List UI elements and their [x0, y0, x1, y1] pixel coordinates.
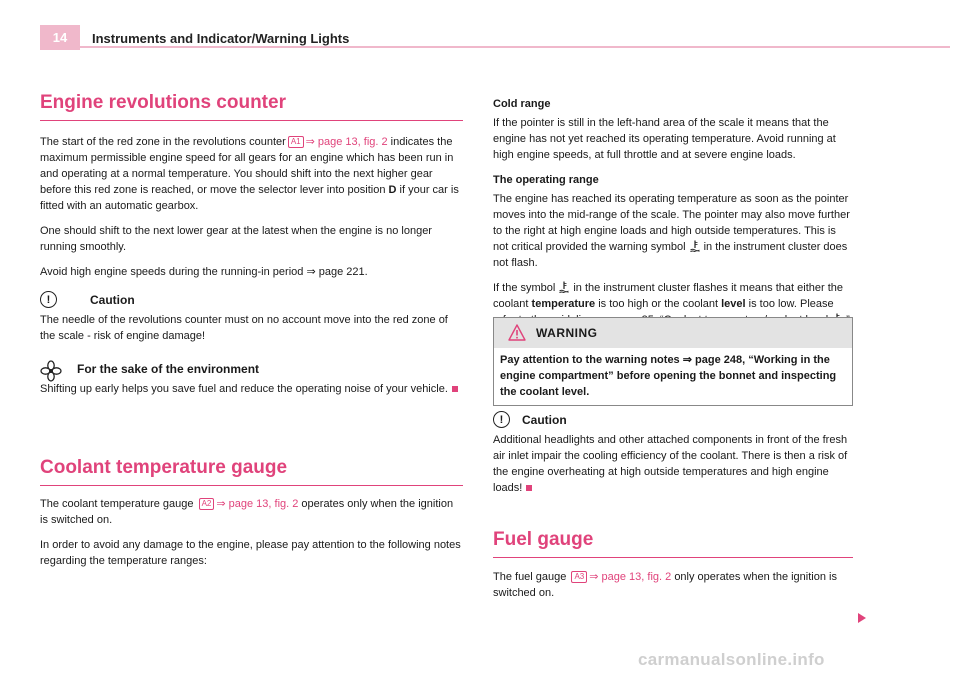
caution-icon: !: [493, 411, 510, 428]
end-marker: [452, 386, 458, 392]
paragraph: The fuel gauge A3 ⇒ page 13, fig. 2 only operates when the ignition is switched on.: [493, 571, 837, 599]
ref-marker-a1[interactable]: A1: [288, 136, 304, 148]
heading-rev-counter: Engine revolutions counter: [40, 92, 286, 113]
ref-marker-a3[interactable]: A3: [571, 571, 587, 583]
warning-title: WARNING: [536, 326, 598, 340]
paragraph: One should shift to the next lower gear at the latest when the engine is no longer running smoothly.: [40, 225, 432, 253]
coolant-body: [40, 496, 463, 569]
page-link[interactable]: ⇒ page 13, fig. 2: [305, 136, 388, 148]
page-link[interactable]: ⇒ page 13, fig. 2: [216, 498, 299, 510]
section-rev-counter: [40, 92, 463, 121]
caution-title: Caution: [90, 293, 135, 307]
running-title: Instruments and Indicator/Warning Lights: [92, 31, 350, 46]
end-marker: [526, 485, 532, 491]
section-coolant: [40, 457, 463, 486]
flower-icon: [40, 360, 62, 382]
paragraph: The coolant temperature gauge A2 ⇒ page 13, fig. 2 operates only when the ignition is switched on.: [40, 498, 454, 526]
cold-range-title: Cold range: [493, 98, 551, 110]
warning-triangle-icon: [508, 324, 526, 341]
operating-range-title: The operating range: [493, 174, 599, 186]
caution-text: Additional headlights and other attached components in front of the fresh air inlet impair the cooling efficiency of the coolant. There is then a risk of the engine overheating at high outside temperatures and high engine loads!: [493, 434, 848, 494]
cold-range-text: If the pointer is still in the left-hand area of the scale it means that the engine has not yet reached its operating temperature. Avoid running at high engine speeds, at full throttle and at severe engine loads.: [493, 117, 836, 161]
ref-marker-a2[interactable]: A2: [199, 498, 215, 510]
heading-rule: [493, 557, 853, 558]
caution-title: Caution: [522, 413, 567, 427]
fuel-body: [493, 569, 853, 601]
heading-fuel: Fuel gauge: [493, 529, 594, 550]
coolant-temp-icon: [559, 281, 569, 293]
caution-text: The needle of the revolutions counter must on no account move into the red zone of the scale - risk of engine damage!: [40, 314, 448, 342]
heading-rule: [40, 120, 463, 121]
environment-note: [40, 362, 463, 397]
section-fuel: [493, 529, 853, 558]
caution-note-left: [40, 293, 463, 344]
heading-rule: [40, 485, 463, 486]
paragraph: In order to avoid any damage to the engine, please pay attention to the following notes regarding the temperature ranges:: [40, 539, 461, 567]
warning-box: [493, 317, 853, 406]
environment-title: For the sake of the environment: [77, 362, 260, 376]
watermark: carmanualsonline.info: [638, 650, 825, 669]
page-link[interactable]: ⇒ page 13, fig. 2: [589, 571, 672, 583]
environment-text: Shifting up early helps you save fuel and reduce the operating noise of your vehicle.: [40, 381, 463, 397]
right-text-block: [493, 96, 853, 328]
flash-text: If the symbol in the instrument cluster flashes it means that either the coolant temperature is too high or the coolant level is too low. Please: [493, 280, 853, 328]
page-number: 14: [40, 25, 80, 50]
operating-range-text: The engine has reached its operating temperature as soon as the pointer moves into the mid-range of the scale. The pointer may also move further to the right at high engine loads and high outside temperatures. This is not critical provided the warning symbol in the instrument cluster does not flash.: [493, 193, 850, 269]
coolant-temp-icon: [690, 240, 700, 252]
header-rule: [40, 46, 950, 48]
next-page-arrow-icon[interactable]: [858, 613, 866, 623]
heading-coolant: Coolant temperature gauge: [40, 457, 288, 478]
warning-text: Pay attention to the warning notes ⇒ page 248, “Working in the engine compartment” before opening the bonnet and inspecting the coolant level.: [500, 354, 837, 398]
paragraph: Avoid high engine speeds during the running-in period ⇒ page 221.: [40, 266, 368, 278]
rev-counter-body: [40, 134, 463, 280]
caution-note-right: [493, 413, 853, 496]
caution-icon: !: [40, 291, 57, 308]
paragraph: The start of the red zone in the revolutions counter A1 ⇒ page 13, fig. 2 indicates the maximum permissible engine speed for all gears for an engine which has been run in and operating at a normal temperature. You should shift into the next higher gear before this red zone is reached, or move the selector lever into position D if your car is fitted with an automatic gearbox.: [40, 136, 459, 212]
